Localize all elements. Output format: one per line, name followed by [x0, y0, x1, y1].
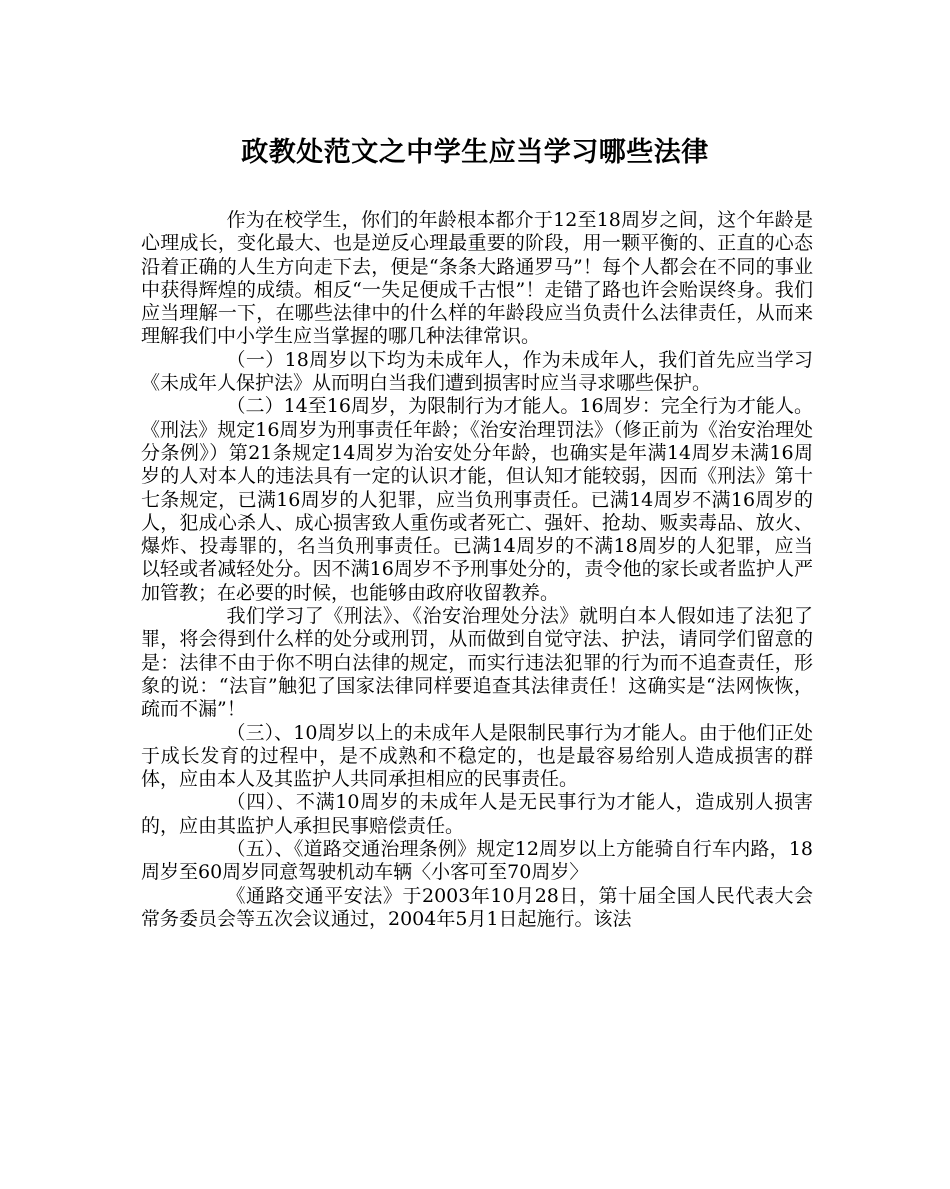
- paragraph-criminal-law-note: 我们学习了《刑法》、《治安治理处分法》就明白本人假如违了法犯了罪，将会得到什么样的处分或刑罚，从而做到自觉守法、护法，请同学们留意的是：法律不由于你不明白法律的规定，而实行违法犯罪的行为而不追查责任，形象的说：“法盲”触犯了国家法律同样要追查其法律责任！这确实是“法网恢恢，疏而不漏”！: [141, 605, 813, 721]
- paragraph-section-1: （一）18周岁以下均为未成年人，作为未成年人，我们首先应当学习《未成年人保护法》从而明白当我们遭到损害时应当寻求哪些保护。: [141, 348, 813, 395]
- document-title: 政教处范文之中学生应当学习哪些法律: [241, 137, 709, 168]
- document-body: [141, 209, 813, 931]
- paragraph-section-3: （三）、10周岁以上的未成年人是限制民事行为才能人。由于他们正处于成长发育的过程中，是不成熟和不稳定的，也是最容易给别人造成损害的群体，应由本人及其监护人共同承担相应的民事责任。: [141, 721, 813, 791]
- paragraph-section-2: （二）14至16周岁，为限制行为才能人。16周岁：完全行为才能人。《刑法》规定16周岁为刑事责任年龄；《治安治理罚法》（修正前为《治安治理处分条例》）第21条规定14周岁为治安处分年龄，也确实是年满14周岁未满16周岁的人对本人的违法具有一定的认识才能，但认知才能较弱，因而《刑法》第十七条规定，已满16周岁的人犯罪，应当负刑事责任。已满14周岁不满16周岁的人，犯成心杀人、成心损害致人重伤或者死亡、强奸、抢劫、贩卖毒品、放火、爆炸、投毒罪的，名当负刑事责任。已满14周岁的不满18周岁的人犯罪，应当以轻或者减轻处分。因不满16周岁不予刑事处分的，责令他的家长或者监护人严加管教；在必要的时候，也能够由政府收留教养。: [141, 395, 813, 604]
- paragraph-intro: 作为在校学生，你们的年龄根本都介于12至18周岁之间，这个年龄是心理成长，变化最大、也是逆反心理最重要的阶段，用一颗平衡的、正直的心态沿着正确的人生方向走下去，便是“条条大路通罗马”！每个人都会在不同的事业中获得辉煌的成绩。相反“一失足便成千古恨”！走错了路也许会贻误终身。我们应当理解一下，在哪些法律中的什么样的年龄段应当负责什么法律责任，从而来理解我们中小学生应当掌握的哪几种法律常识。: [141, 209, 813, 348]
- paragraph-section-4: （四）、不满10周岁的未成年人是无民事行为才能人，造成别人损害的，应由其监护人承担民事赔偿责任。: [141, 791, 813, 837]
- paragraph-section-5: （五）、《道路交通治理条例》规定12周岁以上方能骑自行车内路，18周岁至60周岁同意驾驶机动车辆〈小客可至70周岁〉: [141, 838, 813, 884]
- paragraph-traffic-law: 《通路交通平安法》于2003年10月28日，第十届全国人民代表大会常务委员会等五次会议通过，2004年5月1日起施行。该法: [141, 884, 813, 930]
